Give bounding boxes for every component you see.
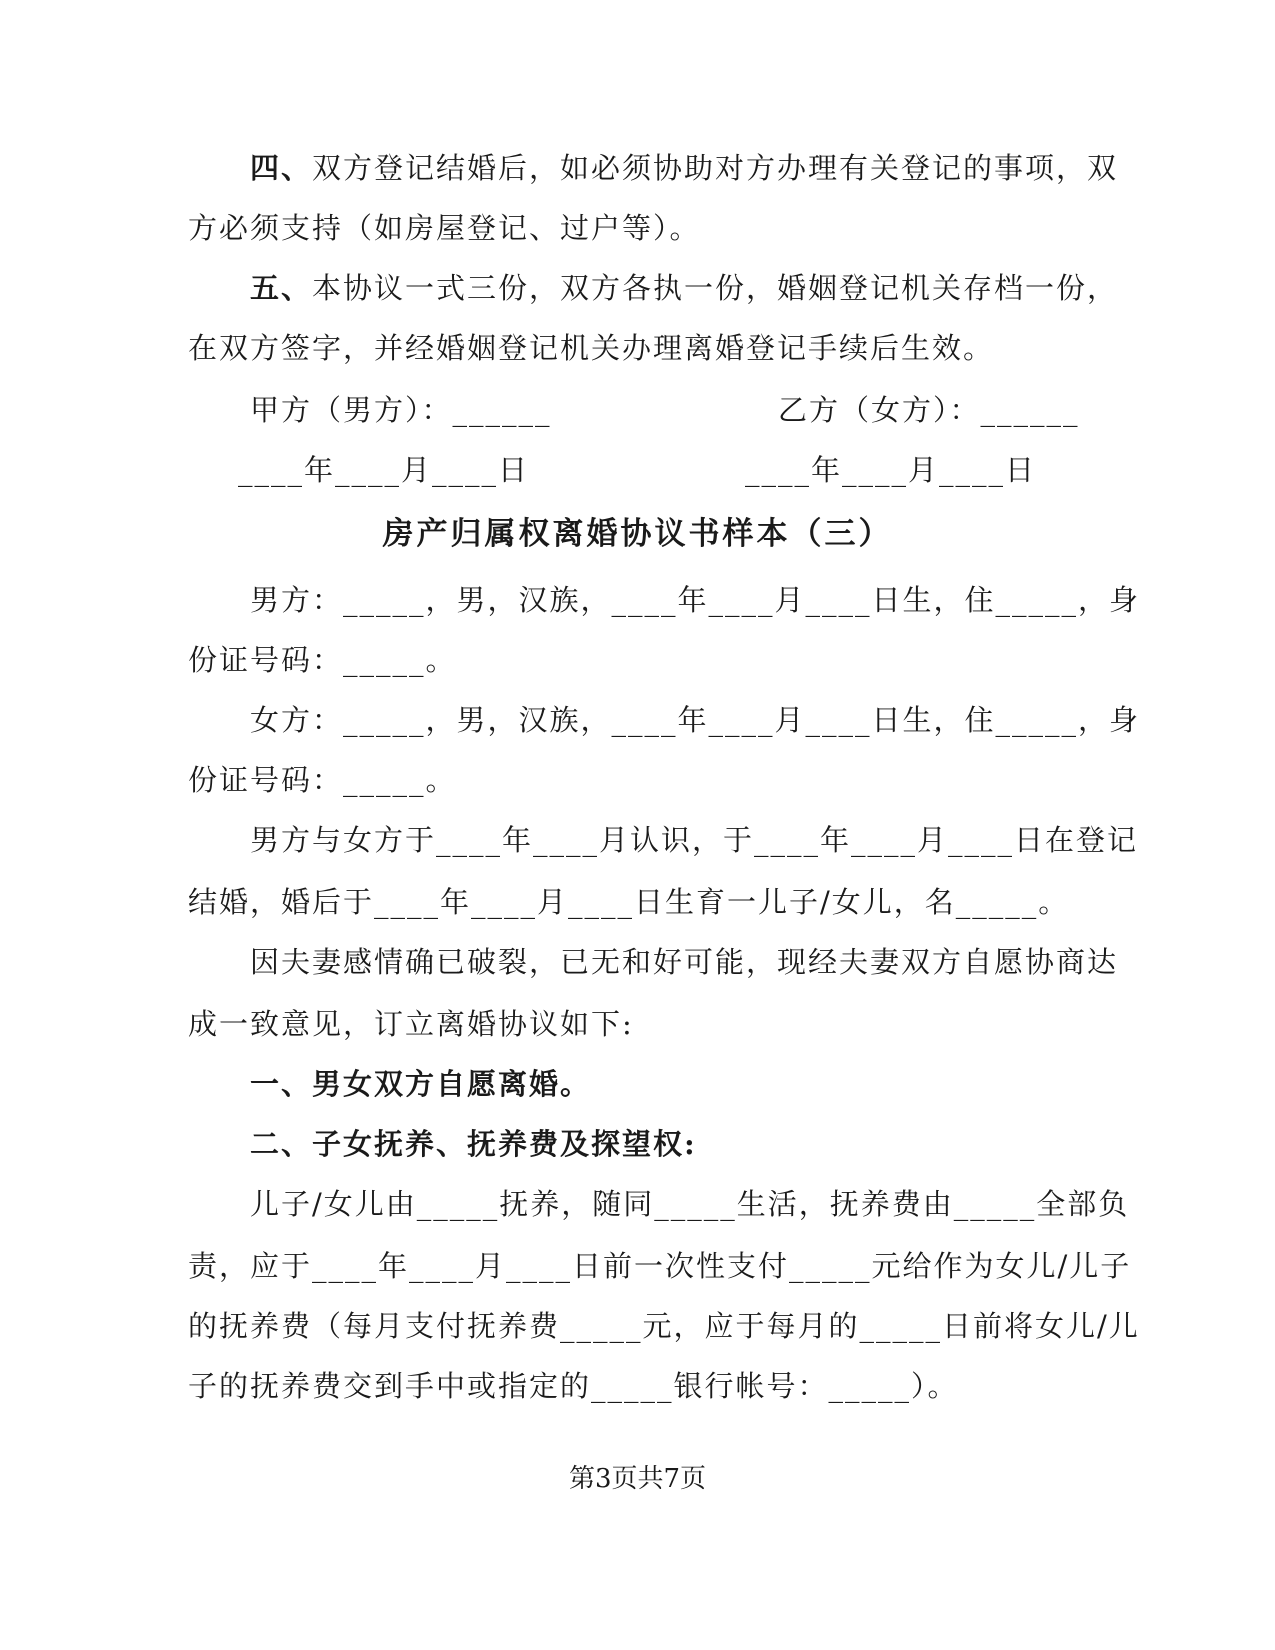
page-number-footer: 第3页共7页 [568, 1464, 707, 1494]
custody-line-4: 子的抚养费交到手中或指定的_____银行帐号：_____）。 [188, 1369, 959, 1403]
woman-info-line-2: 份证号码：_____。 [188, 763, 457, 797]
clause-4-text: 双方登记结婚后，如必须协助对方办理有关登记的事项，双 [312, 151, 1119, 185]
marriage-line-1: 男方与女方于____年____月认识，于____年____月____日在登记 [250, 823, 1139, 857]
clause-5-line-2: 在双方签字，并经婚姻登记机关办理离婚登记手续后生效。 [188, 331, 995, 365]
party-a-date: ____年____月____日 [238, 453, 530, 487]
clause-4-line-1 [250, 148, 1119, 188]
clause-5-number: 五、 [250, 271, 313, 305]
reason-line-2: 成一致意见，订立离婚协议如下: [188, 1007, 634, 1041]
reason-line-1: 因夫妻感情确已破裂，已无和好可能，现经夫妻双方自愿协商达 [250, 945, 1119, 979]
item-2-heading: 二、子女抚养、抚养费及探望权: [250, 1127, 697, 1161]
clause-4-number: 四、 [250, 151, 313, 185]
custody-line-3: 的抚养费（每月支付抚养费_____元，应于每月的_____日前将女儿/儿 [188, 1309, 1140, 1343]
item-1-heading: 一、男女双方自愿离婚。 [250, 1067, 592, 1101]
marriage-line-2: 结婚，婚后于____年____月____日生育一儿子/女儿，名_____。 [188, 885, 1070, 919]
clause-5-text: 本协议一式三份，双方各执一份，婚姻登记机关存档一份， [312, 271, 1119, 305]
party-b-date: ____年____月____日 [745, 453, 1037, 487]
clause-5-line-1 [250, 268, 1119, 308]
woman-info-line-1: 女方：_____，男，汉族，____年____月____日生，住_____，身 [250, 703, 1141, 737]
custody-line-2: 责，应于____年____月____日前一次性支付_____元给作为女儿/儿子 [188, 1249, 1132, 1283]
man-info-line-1: 男方：_____，男，汉族，____年____月____日生，住_____，身 [250, 583, 1141, 617]
party-b-signature: 乙方（女方）：______ [778, 393, 1080, 427]
clause-4-line-2: 方必须支持（如房屋登记、过户等）。 [188, 211, 701, 245]
custody-line-1: 儿子/女儿由_____抚养，随同_____生活，抚养费由_____全部负 [250, 1187, 1130, 1221]
man-info-line-2: 份证号码：_____。 [188, 643, 457, 677]
party-a-signature: 甲方（男方）：______ [250, 393, 552, 427]
document-title: 房产归属权离婚协议书样本（三） [382, 516, 893, 552]
